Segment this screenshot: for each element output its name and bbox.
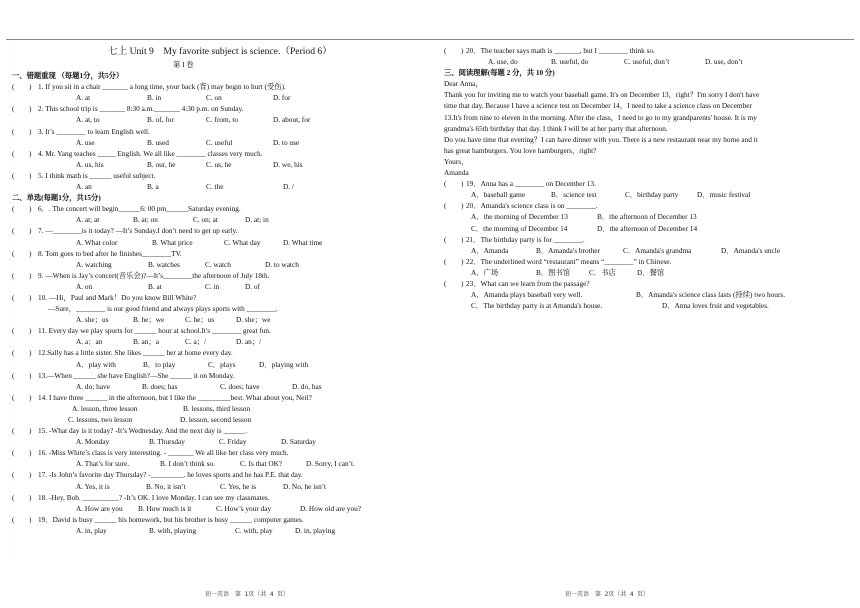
option-d[interactable]: D. Sorry, I can’t. [306,459,355,469]
option-d[interactable]: D. an；/ [236,337,262,347]
question-options [38,459,428,470]
option-d[interactable]: D. No, he isn’t [283,481,327,491]
option-c[interactable]: C．Amanda's grandma [623,245,692,255]
option-c[interactable]: C. with, play [235,525,273,535]
option-b[interactable]: B．图书馆 [536,267,571,277]
letter-line: Yours， [444,156,469,166]
option-d[interactable]: D. How old are you? [300,503,361,513]
option-d[interactable]: D. use, don’t [705,57,743,67]
option-a[interactable]: A. in, play [76,525,107,535]
option-a[interactable]: A. watching [76,259,112,269]
option-c[interactable]: C. useful [206,137,233,147]
answer-bracket[interactable]: ( ) [444,46,464,55]
question-options [38,93,428,104]
question-options [38,215,428,226]
option-b[interactable]: B. he；we [133,315,165,325]
question-stem: ( ) 10. —Hi，Paul and Mark！Do you know Bill White? [12,292,197,302]
answer-bracket[interactable]: ( ) [12,426,32,436]
section-heading: 三、阅读理解(每题 2 分，共 10 分) [444,68,555,78]
letter-line: 13.It's from nine to eleven in the morning. After the class，I need to go to my grandparents' house. It is my [444,112,757,122]
question-options [38,404,428,415]
question-stem: ( ) 23．What can we learn from the passage? [444,278,590,288]
question-stem: ( ) 20．Amanda's science class is on ________. [444,201,598,211]
letter-line: has great hamburgers. You love hamburgers，right? [444,145,597,155]
question-options [38,526,428,537]
option-c[interactable]: C．The birthday party is at Amanda's house. [471,301,603,311]
option-d[interactable]: D. we, his [273,159,303,169]
question-options [38,115,428,126]
question-options [38,504,428,515]
option-d[interactable]: D．Amanda's uncle [721,245,781,255]
option-d[interactable]: D. she；we [236,315,271,325]
option-b[interactable]: B. of, for [147,115,174,125]
option-c[interactable]: C. Is that OK? [240,459,283,469]
question-options [38,238,428,249]
question-options [444,290,854,301]
option-c[interactable]: C. us, he [206,159,232,169]
top-rule [6,39,854,40]
question-stem: ( ) 13.—When ______ she have English?—She ______ it on Monday. [12,370,235,380]
option-b[interactable]: B．science test [551,190,597,200]
option-b[interactable]: B. at; on [133,215,158,225]
question-options [38,160,428,171]
letter-line: grandma's 65th birthday that day. I think I will be at her party that afternoon. [444,123,668,133]
option-a[interactable]: A. us, his [76,159,104,169]
option-a[interactable]: A. at [76,93,91,103]
option-a[interactable]: A．Amanda plays baseball very well. [471,290,583,300]
option-c[interactable]: C. a；/ [185,337,207,347]
option-c[interactable]: C. watch [205,259,231,269]
option-b[interactable]: B. What price [152,237,193,247]
option-d[interactable]: D. What time [283,237,323,247]
option-d[interactable]: D. at; in [245,215,269,225]
option-c[interactable]: C. useful, don’t [624,57,670,67]
answer-bracket[interactable]: ( ) [12,392,32,402]
option-c[interactable]: C．birthday party [625,190,679,200]
option-d[interactable]: D. do, has [292,381,322,391]
question-options [38,415,428,426]
question-stem: ( ) 11. Every day we play sports for ______ hour at school.It's ________ great fun. [12,326,271,336]
option-a[interactable]: A. she；us [76,315,109,325]
letter-line: Thank you for inviting me to watch your baseball game. It's on December 13，right？I'm sorry I don't have [444,90,760,100]
option-a[interactable]: A. at; at [76,215,100,225]
answer-bracket[interactable]: ( ) [12,104,32,114]
question-stem: ( ) 18. -Hey, Bob. __________? -It’s OK. I love Monday. I can see my classmates. [12,492,270,502]
option-b[interactable]: B. Thursday [149,437,185,447]
option-c[interactable]: C. in [205,281,220,291]
question-options [444,301,854,312]
question-options [38,282,428,293]
option-a[interactable]: A. use [76,137,95,147]
answer-bracket[interactable]: ( ) [12,82,32,92]
answer-bracket[interactable]: ( ) [12,448,32,458]
question-stem-line2: —Sure，________ is our good friend and always plays sports with ________. [48,304,278,314]
answer-bracket[interactable]: ( ) [12,148,32,158]
question-stem: ( ) 20．The teacher says math is _______, but I ________ think so. [444,46,655,55]
answer-bracket[interactable]: ( ) [444,179,464,189]
option-c[interactable]: C．书店 [589,267,616,277]
option-d[interactable]: D. of [245,281,260,291]
option-a[interactable]: A．the morning of December 13 [471,212,568,222]
question-stem: ( ) 21．The birthday party is for ________. [444,234,585,244]
option-b[interactable]: B．to play [143,359,176,369]
option-c[interactable]: C. lessons, two lesson [68,415,133,424]
section-heading: 二、单选(每题1分，共15分) [12,193,101,203]
question-options [444,246,854,257]
option-c[interactable]: C. on; at [193,215,218,225]
question-options [38,437,428,448]
option-a[interactable]: A. How are you [76,503,123,513]
answer-bracket[interactable]: ( ) [12,248,32,258]
question-options [38,260,428,271]
question-stem: ( ) 22．The underlined word “restaurant” means “________” in Chinese. [444,256,672,266]
option-c[interactable]: C. from, to [206,115,239,125]
answer-bracket[interactable]: ( ) [12,348,32,358]
answer-bracket[interactable]: ( ) [12,470,32,480]
answer-bracket[interactable]: ( ) [12,514,32,524]
question-stem: ( ) 4. Mr. Yang teaches _____ English. We all like ________ classes very much. [12,148,263,158]
left-column [12,46,428,537]
option-a[interactable]: A. What color [76,237,118,247]
option-d[interactable]: D. about, for [273,115,311,125]
letter-line: Amanda [444,168,469,178]
option-b[interactable]: B．Amanda's brother [536,245,600,255]
option-c[interactable]: C. What day [224,237,261,247]
answer-bracket[interactable]: ( ) [12,204,32,214]
option-c[interactable]: C. the [206,182,224,192]
letter-line: Dear Anna， [444,79,483,89]
question-stem: ( ) 1. If you sit in a chair _______ a long time, your back (背) may begin to hurt (受伤). [12,82,286,92]
question-options [38,360,428,371]
letter-line: Do you have time that evening？I can have dinner with you. There is a new restaurant near my home and it [444,134,758,144]
option-a[interactable]: A. on [76,281,93,291]
answer-bracket[interactable]: ( ) [444,201,464,211]
option-a[interactable]: A. a；an [76,337,103,347]
option-b[interactable]: B. I don’t think so. [160,459,216,469]
question-stem: ( ) 7. —________is it today? —It’s Sunday.I don’t need to get up early. [12,226,238,236]
question-options [444,224,854,235]
option-a[interactable]: A. Yes, it is [76,481,110,491]
option-d[interactable]: D．餐馆 [637,267,665,277]
option-d[interactable]: D．Anna loves fruit and vegetables. [662,301,769,311]
page-footer-left: 初一英语 第 1页（共 4 页） [205,591,290,598]
answer-bracket[interactable]: ( ) [12,370,32,380]
option-a[interactable]: A．baseball game [471,190,526,200]
question-options [38,382,428,393]
binding-margin-ticks [6,42,14,562]
answer-bracket[interactable]: ( ) [12,126,32,136]
option-d[interactable]: D. Saturday [281,437,316,447]
question-options [38,182,428,193]
letter-line: time that day. Because I have a science test on December 14，I need to take a science class on December [444,101,752,111]
option-c[interactable]: C. does; have [220,381,260,391]
answer-bracket[interactable]: ( ) [444,256,464,266]
question-options [444,268,854,279]
option-d[interactable]: D．the afternoon of December 14 [597,223,698,233]
page-footer-right: 初一英语 第 2页（共 4 页） [565,591,650,598]
option-b[interactable]: B. our, he [147,159,176,169]
option-a[interactable]: A. at, to [76,115,100,125]
question-options [444,190,854,201]
option-a[interactable]: A. Monday [76,437,110,447]
answer-bracket[interactable]: ( ) [12,292,32,302]
section-heading: 一、错题重现 （每题1分，共5分） [12,71,124,81]
question-options [38,315,428,326]
option-c[interactable]: C. on [206,93,222,103]
option-d[interactable]: D. / [283,182,294,192]
option-b[interactable]: B. in [147,93,162,103]
option-a[interactable]: A．Amanda [471,245,509,255]
question-stem: ( ) 9. —When is Jay’s concert(音乐会)?—It’s________the afternoon of July 18th. [12,270,270,280]
option-a[interactable]: A．广场 [471,267,499,277]
option-a[interactable]: A. lesson, three lesson [72,403,138,413]
option-c[interactable]: C．plays [208,359,236,369]
option-b[interactable]: B. with, playing [149,525,197,535]
option-d[interactable]: D．playing with [259,359,309,369]
option-c[interactable]: C. he；us [185,315,215,325]
volume-label: 第 I 卷 [173,60,194,69]
question-stem: ( ) 8. Tom goes to bed after he finishes________TV. [12,248,182,258]
question-options [444,212,854,223]
answer-bracket[interactable]: ( ) [444,278,464,288]
question-options [38,482,428,493]
question-stem: ( ) 6．. The concert will begin______6: 00 pm______Saturday evening. [12,204,241,214]
option-b[interactable]: B. No, it isn’t [146,481,186,491]
option-a[interactable]: A. do; have [76,381,110,391]
option-b[interactable]: B. does; has [142,381,178,391]
option-d[interactable]: D. for [273,93,291,103]
option-b[interactable]: B. watches [148,259,181,269]
question-stem: ( ) 14. I have three ______ in the afternoon, but I like the _________best. What about you, Neil? [12,392,312,402]
right-column [444,46,854,312]
option-a[interactable]: A. That’s for sure. [76,459,130,469]
option-a[interactable]: A．play with [76,359,116,369]
option-c[interactable]: C. Friday [219,437,247,447]
question-stem: ( ) 12.Sally has a little sister. She likes ______ her at home every day. [12,348,233,358]
option-b[interactable]: B. lessons, third lesson [183,403,251,413]
option-c[interactable]: C．the morning of December 14 [471,223,568,233]
option-b[interactable]: B. at [148,281,162,291]
option-d[interactable]: D. in, playing [295,525,336,535]
option-b[interactable]: B. a [147,182,159,192]
answer-bracket[interactable]: ( ) [12,170,32,180]
option-b[interactable]: B. an；a [133,337,159,347]
option-b[interactable]: B．the afternoon of December 13 [597,212,697,222]
question-stem: ( ) 16. -Miss White’s class is very interesting. - _______ We all like her class very much. [12,448,289,458]
option-a[interactable]: A. an [76,182,92,192]
question-options [38,138,428,149]
option-b[interactable]: B. useful, do [551,57,589,67]
option-a[interactable]: A. use, do [488,57,518,67]
option-c[interactable]: C. How’s your day [216,503,272,513]
question-stem: ( ) 17. -Is John’s favorite day Thursday? -_________. he loves sports and he has P.E. that day. [12,470,303,480]
page-title: 七上 Unit 9 My favorite subject is science.（Period 6） [108,46,332,57]
option-c[interactable]: C. Yes, he is [220,481,257,491]
option-d[interactable]: D. to use [273,137,300,147]
question-stem: ( ) 3. It’s ________ to learn English well. [12,126,150,136]
question-stem: ( ) 19．David is busy ______ his homework, but his brother is busy ______ computer games. [12,514,304,524]
answer-bracket[interactable]: ( ) [12,226,32,236]
option-b[interactable]: B．Amanda's science class lasts (持续) two hours. [636,290,786,300]
question-stem: ( ) 19．Anna has a ________ on December 13. [444,179,596,189]
question-stem: ( ) 2. This school trip is _______ 8:30 a.m._______ 4:30 p.m. on Sunday. [12,104,244,114]
answer-bracket[interactable]: ( ) [444,234,464,244]
question-options [444,57,854,68]
answer-bracket[interactable]: ( ) [12,326,32,336]
option-b[interactable]: B. How much is it [138,503,192,513]
option-d[interactable]: D. to watch [265,259,299,269]
answer-bracket[interactable]: ( ) [12,492,32,502]
question-options [38,337,428,348]
question-stem: ( ) 5. I think math is ______ useful subject. [12,170,156,180]
answer-bracket[interactable]: ( ) [12,270,32,280]
option-d[interactable]: D．music festival [697,190,751,200]
question-stem: ( ) 15. -What day is it today? -It’s Wednesday. And the next day is ______. [12,426,248,436]
option-b[interactable]: B. used [147,137,169,147]
option-d[interactable]: D. lesson, second lesson [180,415,252,424]
